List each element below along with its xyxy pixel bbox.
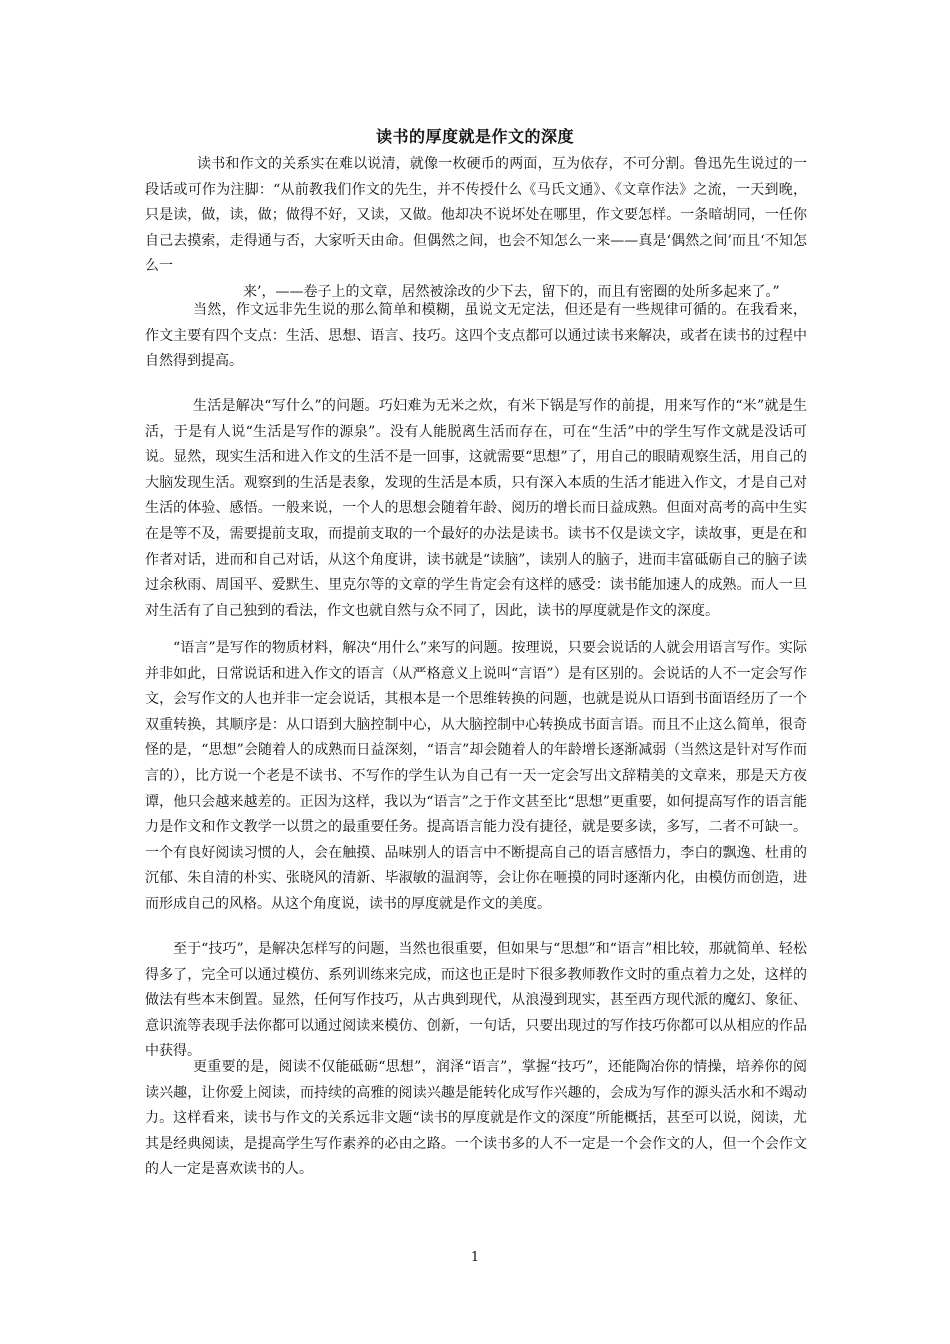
paragraph-1-tail: 来’，——卷子上的文章，居然被涂改的少下去，留下的，而且有密圈的处所多起来了。”	[243, 283, 780, 300]
paragraph-1-head: 读书和作文的关系实在难以说清，就像一枚硬币的两面，互为依存，不可分割。鲁迅先生说过的一段话或可作为注脚：“从前教我们作文的先生，并不传授什么《马氏文通》、《文章作法》之流，一天到晚，只是读，做，读，做；做得不好，又读，又做。他却决不说坏处在哪里，作文要怎样。一条暗胡同，一任你自己去摸索，走得通与否，大家听天由命。但偶然之间，也会不知怎么一来——真是‘偶然之间’而且‘不知怎么一	[145, 156, 807, 275]
paragraph-6: 更重要的是，阅读不仅能砥砺“思想”，润泽“语言”，掌握“技巧”，还能陶冶你的情操，培养你的阅读兴趣，让你爱上阅读，而持续的高雅的阅读兴趣是能转化成写作兴趣的，会成为写作的源头活水和不竭动力。这样看来，读书与作文的关系远非文题“读书的厚度就是作文的深度”所能概括，甚至可以说，阅读，尤其是经典阅读，是提高学生写作素养的必由之路。一个读书多的人不一定是一个会作文的人，但一个会作文的人一定是喜欢读书的人。	[145, 1059, 807, 1178]
paragraph-2: 当然，作文远非先生说的那么简单和模糊，虽说文无定法，但还是有一些规律可循的。在我看来，作文主要有四个支点：生活、思想、语言、技巧。这四个支点都可以通过读书来解决，或者在读书的过程中自然得到提高。	[145, 302, 807, 370]
paragraph-1	[145, 152, 807, 306]
paragraph-5: 至于“技巧”，是解决怎样写的问题，当然也很重要，但如果与“思想”和“语言”相比较，那就简单、轻松得多了，完全可以通过模仿、系列训练来完成，而这也正是时下很多教师教作文时的重点着力之处，这样的做法有些本末倒置。显然，任何写作技巧，从古典到现代，从浪漫到现实，甚至西方现代派的魔幻、象征、意识流等表现手法你都可以通过阅读来模仿、创新，一句话，只要出现过的写作技巧你都可以从相应的作品中获得。	[145, 941, 807, 1060]
page-number: 1	[470, 1250, 480, 1265]
paragraph-3: 生活是解决“写什么”的问题。巧妇难为无米之炊，有米下锅是写作的前提，用来写作的“米”就是生活，于是有人说“生活是写作的源泉”。没有人能脱离生活而存在，可在“生活”中的学生写作文就是没话可说。显然，现实生活和进入作文的生活不是一回事，这就需要“思想”了，用自己的眼睛观察生活，用自己的大脑发现生活。观察到的生活是表象，发现的生活是本质，只有深入本质的生活才能进入作文，才是自己对生活的体验、感悟。一般来说，一个人的思想会随着年龄、阅历的增长而日益成熟。但面对高考的高中生实在是等不及，需要提前支取，而提前支取的一个最好的办法是读书。读书不仅是读文字，读故事，更是在和作者对话，进而和自己对话，从这个角度讲，读书就是“读脑”，读别人的脑子，进而丰富砥砺自己的脑子读过余秋雨、周国平、爱默生、里克尔等的文章的学生肯定会有这样的感受：读书能加速人的成熟。而人一旦对生活有了自己独到的看法，作文也就自然与众不同了，因此，读书的厚度就是作文的深度。	[145, 398, 807, 619]
document-title: 读书的厚度就是作文的深度	[375, 127, 574, 146]
paragraph-4: “语言”是写作的物质材料，解决“用什么”来写的问题。按理说，只要会说话的人就会用语言写作。实际并非如此，日常说话和进入作文的语言（从严格意义上说叫“言语”）是有区别的。会说话的人不一定会写作文，会写作文的人也并非一定会说话，其根本是一个思维转换的问题，也就是说从口语到书面语经历了一个双重转换，其顺序是：从口语到大脑控制中心，从大脑控制中心转换成书面言语。而且不止这么简单，很奇怪的是，“思想”会随着人的成熟而日益深刻，“语言”却会随着人的年龄增长逐渐减弱（当然这是针对写作而言的），比方说一个老是不读书、不写作的学生认为自己有一天一定会写出文辞精美的文章来，那是天方夜谭，他只会越来越差的。正因为这样，我以为“语言”之于作文甚至比“思想”更重要，如何提高写作的语言能力是作文和作文教学一以贯之的最重要任务。提高语言能力没有捷径，就是要多读，多写，二者不可缺一。一个有良好阅读习惯的人，会在触摸、品味别人的语言中不断提高自己的语言感悟力，李白的飘逸、杜甫的沉郁、朱自清的朴实、张晓风的清新、毕淑敏的温润等，会让你在咂摸的同时逐渐内化，由模仿而创造，进而形成自己的风格。从这个角度说，读书的厚度就是作文的美度。	[145, 640, 807, 912]
